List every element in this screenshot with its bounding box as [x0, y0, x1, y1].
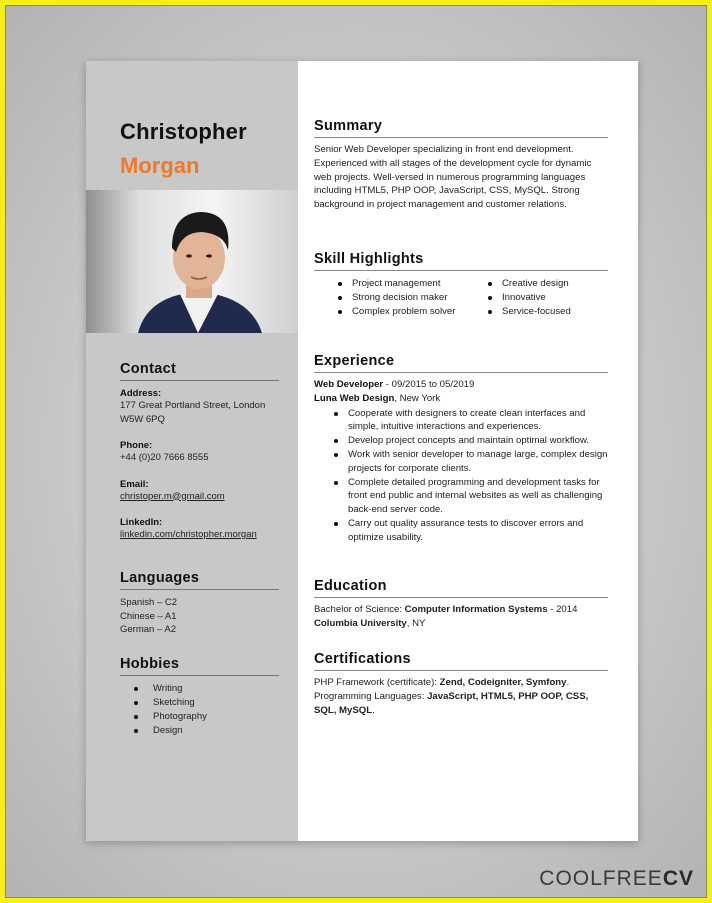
logo-cv: CV — [662, 867, 694, 890]
skill-item: Complex problem solver — [338, 305, 464, 319]
hobby-item: Sketching — [134, 696, 279, 710]
coolfreecv-logo — [539, 867, 694, 891]
degree-line — [314, 603, 608, 617]
major: Computer Information Systems — [404, 604, 548, 615]
email-link[interactable]: christoper.m@gmail.com — [120, 490, 225, 502]
school-line — [314, 617, 608, 631]
skill-item: Service-focused — [488, 305, 571, 319]
skills-list-left — [314, 277, 464, 318]
language-item: Chinese – A1 — [120, 610, 177, 622]
contact-section — [120, 361, 279, 542]
skills-list-right — [464, 277, 571, 318]
experience-bullets — [314, 407, 608, 545]
resume-sidebar — [86, 61, 298, 841]
degree: Bachelor of Science: — [314, 604, 405, 615]
address-line2: W5W 6PQ — [120, 413, 165, 425]
last-name: Morgan — [120, 153, 200, 178]
certifications-section — [314, 651, 608, 717]
school-location: , NY — [406, 617, 426, 629]
cert-1-values: Zend, Codeigniter, Symfony — [439, 677, 567, 688]
address-line1: 177 Great Portland Street, London — [120, 400, 266, 411]
graduation-year: - 2014 — [547, 604, 578, 615]
hobby-item: Design — [134, 724, 279, 738]
hobbies-list — [120, 682, 279, 738]
phone-value: +44 (0)20 7666 8555 — [120, 452, 209, 463]
certifications-heading: Certifications — [314, 651, 608, 671]
experience-item: Cooperate with designers to create clean interfaces and simple, intuitive interactions and experiences. — [334, 407, 608, 435]
cert-1-prefix: PHP Framework (certificate): — [314, 677, 440, 688]
experience-section — [314, 353, 608, 545]
company-location: , New York — [394, 392, 441, 404]
school-name: Columbia University — [314, 617, 407, 629]
summary-heading: Summary — [314, 118, 608, 138]
contact-heading: Contact — [120, 361, 279, 381]
logo-text: COOLFREE — [539, 867, 663, 890]
resume-page — [86, 61, 638, 841]
languages-heading: Languages — [120, 570, 279, 590]
skill-item: Strong decision maker — [338, 291, 464, 305]
cert-2-values: JavaScript, HTML5, PHP OOP, CSS, SQL, MySQL — [314, 690, 589, 716]
linkedin-label: LinkedIn: — [120, 517, 163, 528]
summary-text: Senior Web Developer specializing in front end development. Experienced with all stages of the development cycle for dynamic web projects. Well-versed in numerous programming languages including HTML5, PHP OOP, JavaScript, CSS, MySQL. Strong background in project management and customer relations. — [314, 144, 592, 211]
experience-item: Develop project concepts and maintain optimal workflow. — [334, 434, 608, 448]
profile-photo — [86, 190, 298, 333]
job-title: Web Developer — [314, 379, 384, 390]
cert-line-1 — [314, 676, 608, 690]
skill-item: Project management — [338, 277, 464, 291]
experience-heading: Experience — [314, 353, 608, 373]
hobbies-section — [120, 656, 279, 738]
cert-2-prefix: Programming Languages: — [314, 690, 428, 702]
phone-label: Phone: — [120, 440, 153, 451]
summary-section — [314, 118, 608, 212]
skill-item: Innovative — [488, 291, 571, 305]
company-name: Luna Web Design — [314, 392, 395, 404]
hobby-item: Photography — [134, 710, 279, 724]
cert-1-suffix: . — [566, 677, 570, 688]
first-name: Christopher — [120, 119, 247, 144]
linkedin-link[interactable]: linkedin.com/christopher.morgan — [120, 529, 257, 540]
languages-list — [120, 596, 279, 637]
company-line — [314, 392, 608, 406]
job-dates: - 09/2015 to 05/2019 — [383, 379, 475, 390]
cert-line-2 — [314, 690, 608, 718]
job-title-line — [314, 378, 608, 392]
email-label: Email: — [120, 478, 149, 490]
experience-item: Work with senior developer to manage large, complex design projects for corporate clients. — [334, 448, 608, 476]
cert-2-suffix: . — [372, 704, 375, 716]
skill-item: Creative design — [488, 277, 571, 291]
address-label: Address: — [120, 388, 162, 399]
education-heading: Education — [314, 578, 608, 598]
languages-section — [120, 570, 279, 637]
skills-section — [314, 251, 608, 318]
experience-item: Complete detailed programming and development tasks for front end public and internal websites as well as challenging back-end server code. — [334, 476, 608, 517]
experience-item: Carry out quality assurance tests to discover errors and optimize usability. — [334, 517, 608, 545]
skills-heading: Skill Highlights — [314, 251, 608, 271]
education-section — [314, 578, 608, 631]
hobby-item: Writing — [134, 682, 279, 696]
language-item: Spanish – C2 — [120, 597, 178, 608]
hobbies-heading: Hobbies — [120, 656, 279, 676]
language-item: German – A2 — [120, 624, 176, 636]
